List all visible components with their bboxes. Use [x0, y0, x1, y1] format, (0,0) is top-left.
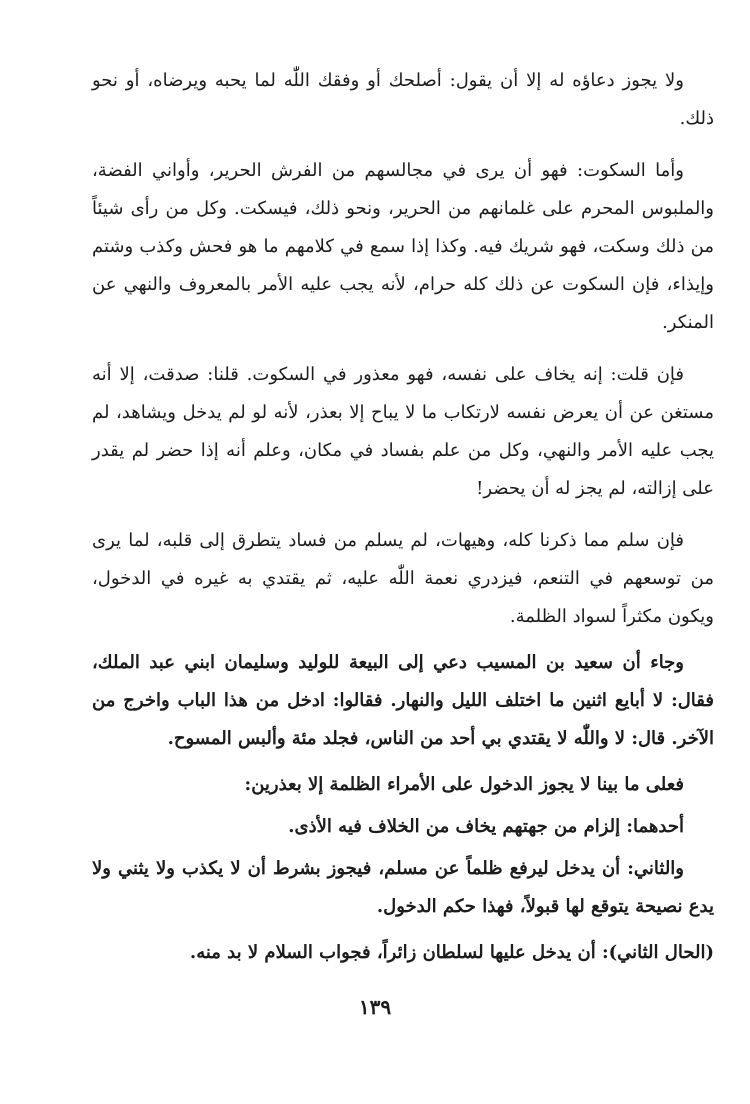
- page-body: [92, 62, 714, 972]
- paragraph-silence: وأما السكوت: فهو أن يرى في مجالسهم من الفرش الحرير، وأواني الفضة، والملبوس المحرم على غلمانهم من الحرير، ونحو ذلك، فيسكت. وكل من رأى شيئاً من ذلك وسكت، فهو شريك فيه. وكذا إذا سمع في كلامهم ما هو فحش وكذب وشتم وإيذاء، فإن السكوت عن ذلك كله حرام، لأنه يجب عليه الأمر بالمعروف والنهي عن المنكر.: [92, 160, 714, 333]
- paragraph-said-ibn-musayyib: وجاء أن سعيد بن المسيب دعي إلى البيعة للوليد وسليمان ابني عبد الملك، فقال: لا أبايع اثنين ما اختلف الليل والنهار. فقالوا: ادخل من هذا الباب واخرج من الآخر. قال: لا واللّٰه لا يقتدي بي أحد من الناس، فجلد مئة وألبس المسوح.: [92, 652, 714, 749]
- paragraph-first-excuse: أحدهما: إلزام من جهتهم يخاف من الخلاف فيه الأذى.: [288, 816, 684, 837]
- paragraph-heart-corruption: فإن سلم مما ذكرنا كله، وهيهات، لم يسلم من فساد يتطرق إلى قلبه، لما يرى من توسعهم في التنعم، فيزدري نعمة اللّٰه عليه، ثم يقتدي به غيره في الدخول، ويكون مكثراً لسواد الظلمة.: [92, 530, 714, 627]
- paragraph-two-excuses: فعلى ما بينا لا يجوز الدخول على الأمراء الظلمة إلا بعذرين:: [244, 774, 684, 795]
- paragraph-fear-objection: فإن قلت: إنه يخاف على نفسه، فهو معذور في السكوت. قلنا: صدقت، إلا أنه مستغن عن أن يعرض نفسه لارتكاب ما لا يباح إلا بعذر، لأنه لو لم يدخل ويشاهد، لم يجب عليه الأمر والنهي، وكل من علم بفساد في مكان، وعلم أنه إذا حضر لم يقدر على إزالته، لم يجز له أن يحضر!: [92, 364, 714, 499]
- page-number: ١٣٩: [358, 995, 392, 1019]
- paragraph-second-state: (الحال الثاني): أن يدخل عليها لسلطان زائراً، فجواب السلام لا بد منه.: [189, 942, 714, 963]
- paragraph-supplication: ولا يجوز دعاؤه له إلا أن يقول: أصلحك أو وفقك اللّٰه لما يحبه ويرضاه، أو نحو ذلك.: [92, 70, 714, 129]
- paragraph-second-excuse: والثاني: أن يدخل ليرفع ظلماً عن مسلم، فيجوز بشرط أن لا يكذب ولا يثني ولا يدع نصيحة يتوقع لها قبولاً، فهذا حكم الدخول.: [92, 858, 714, 917]
